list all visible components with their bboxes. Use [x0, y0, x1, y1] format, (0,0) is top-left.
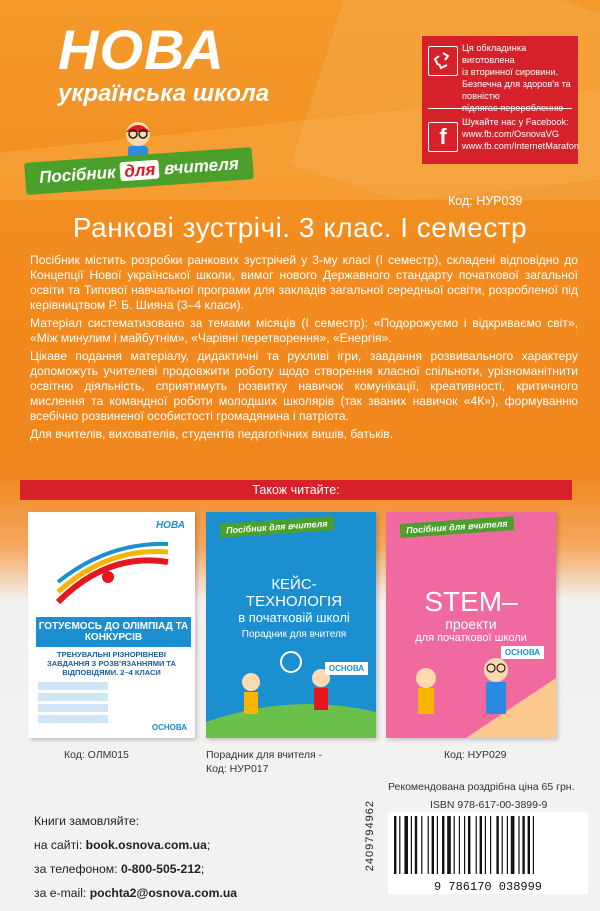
recycle-icon [428, 46, 458, 76]
book2-title-line-3: Порадник для вчителя [241, 629, 347, 640]
barcode-digits: 9 786170 038999 [433, 880, 543, 894]
logo-nova: НОВА [58, 18, 225, 81]
book-cover-case-technology[interactable] [206, 512, 376, 738]
book-cover-olympiad[interactable] [28, 512, 195, 738]
book1-code: Код: ОЛМ015 [64, 749, 129, 761]
runner-illustration-icon [48, 542, 178, 612]
children-illustration-icon [206, 642, 376, 738]
email-link[interactable]: pochta2@osnova.com.ua [89, 886, 238, 900]
book1-publisher: ОСНОВА [151, 723, 187, 732]
phone-label: за телефоном: [34, 862, 121, 876]
book1-series: НОВА [155, 520, 185, 531]
book3-code: Код: НУР029 [444, 749, 507, 761]
book2-badge-text-2: для [268, 521, 286, 533]
order-info [34, 809, 237, 905]
book3-title-line-3: для початкової школи [415, 632, 527, 644]
badge-text-3: вчителя [163, 154, 240, 179]
order-site: на сайті: book.osnova.com.ua; [34, 838, 211, 852]
facebook-link-1[interactable]: www.fb.com/OsnovaVG [462, 129, 560, 139]
book1-subtitle: ТРЕНУВАЛЬНІ РІЗНОРІВНЕВІ ЗАВДАННЯ З РОЗВ'ЯЗАННЯМИ ТА ВІДПОВІДЯМИ. 2–4 КЛАСИ [47, 650, 176, 677]
order-email [34, 881, 237, 905]
description-paragraph: Для вчителів, вихователів, студентів педагогічних вишів, батьків. [30, 427, 394, 441]
book3-title-line-2: проекти [445, 616, 497, 632]
order-title: Книги замовляйте: [34, 814, 140, 828]
description-paragraph: Посібник містить розробки ранкових зустрічей у 3-му класі (І семестр), складені відповідно до Концепції Нової української школи, вимог нового Державного стандарту початкової загальної освіти та Типової навчальної програми для закладів загальної середньої освіти, розробленої під керівництвом Р. Б. Шияна (3–4 класи). [30, 253, 578, 312]
book2-badge [220, 516, 334, 538]
book1-contents-list [38, 682, 108, 728]
book2-title-line-1: КЕЙС-ТЕХНОЛОГІЯ [245, 576, 343, 610]
description-paragraph: Матеріал систематизовано за темами місяців (І семестр): «Подорожуємо і відкриваємо світ», «Між минулим і майбутнім», «Чарівні перетворення», «Енергія». [30, 316, 578, 345]
book-cover-stem[interactable] [386, 512, 556, 738]
book3-title-line-1: STEM– [424, 586, 518, 617]
book3-badge-text-3: вчителя [467, 518, 508, 532]
eco-line-3: Безпечна для здоров'я та повністю [462, 79, 571, 101]
isbn: ISBN 978-617-00-3899-9 [430, 799, 548, 811]
facebook-info [462, 116, 579, 152]
email-label: за e-mail: [34, 886, 90, 900]
product-code: Код: НУР039 [448, 194, 523, 208]
divider [428, 108, 572, 109]
facebook-title: Шукайте нас у Facebook: [462, 117, 569, 127]
phone-number[interactable]: 0-800-505-212 [120, 862, 201, 876]
logo-subtitle: українська школа [58, 80, 270, 107]
eco-line-1: Ця обкладинка виготовлена [462, 43, 527, 65]
also-read-bar: Також читайте: [20, 480, 572, 500]
badge-text-2: для [120, 160, 160, 182]
book3-badge-text-2: для [448, 521, 466, 533]
book2-title [224, 576, 364, 640]
description [30, 253, 578, 445]
facebook-link-2[interactable]: www.fb.com/InternetMarafon [462, 141, 579, 151]
book3-badge [400, 516, 514, 538]
eco-line-2: із вторинної сировини. [462, 67, 559, 77]
order-phone: за телефоном: 0-800-505-212; [34, 862, 205, 876]
book2-badge-text-1: Посібник [225, 522, 267, 536]
book2-badge-text-3: вчителя [287, 518, 328, 532]
eco-notice [462, 42, 574, 114]
barcode-icon [388, 812, 588, 894]
mascot-icon [118, 118, 158, 158]
badge-text-1: Посібник [38, 162, 117, 187]
facebook-icon: f [428, 122, 458, 152]
book2-code-line-1: Порадник для вчителя - [206, 749, 323, 761]
kids-illustration-icon [386, 648, 556, 738]
book3-title [386, 588, 556, 644]
site-link[interactable]: book.osnova.com.ua [85, 838, 207, 852]
book2-code [206, 748, 322, 776]
book2-code-line-2: Код: НУР017 [206, 763, 269, 775]
book2-title-line-2: в початковій школі [238, 610, 350, 625]
recommended-price: Рекомендована роздрібна ціна 65 грн. [388, 781, 575, 793]
book3-badge-text-1: Посібник [405, 522, 447, 536]
book1-title: ГОТУЄМОСЬ ДО ОЛІМПІАД ТА КОНКУРСІВ [36, 617, 191, 647]
eco-line-4: підлягає переробленню [462, 103, 564, 113]
description-paragraph: Цікаве подання матеріалу, дидактичні та рухливі ігри, завдання розвивального характеру допоможуть учителеві продовжити роботу щодо створення класної спільноти, урізноманітнити освітню діяльність, сприятимуть розвитку навичок комунікації, креативності, критичного мислення та командної роботи молодших школярів (так званих навичок «4К»), формуванню всебічно розвиненої особистості громадянина і патріота. [30, 349, 578, 423]
site-label: на сайті: [34, 838, 86, 852]
info-box [422, 36, 578, 164]
book3-publisher: ОСНОВА [501, 646, 544, 659]
book2-publisher: ОСНОВА [325, 662, 368, 675]
side-barcode-number: 2409794962 [364, 800, 376, 872]
book-title: Ранкові зустрічі. 3 клас. І семестр [72, 212, 528, 243]
